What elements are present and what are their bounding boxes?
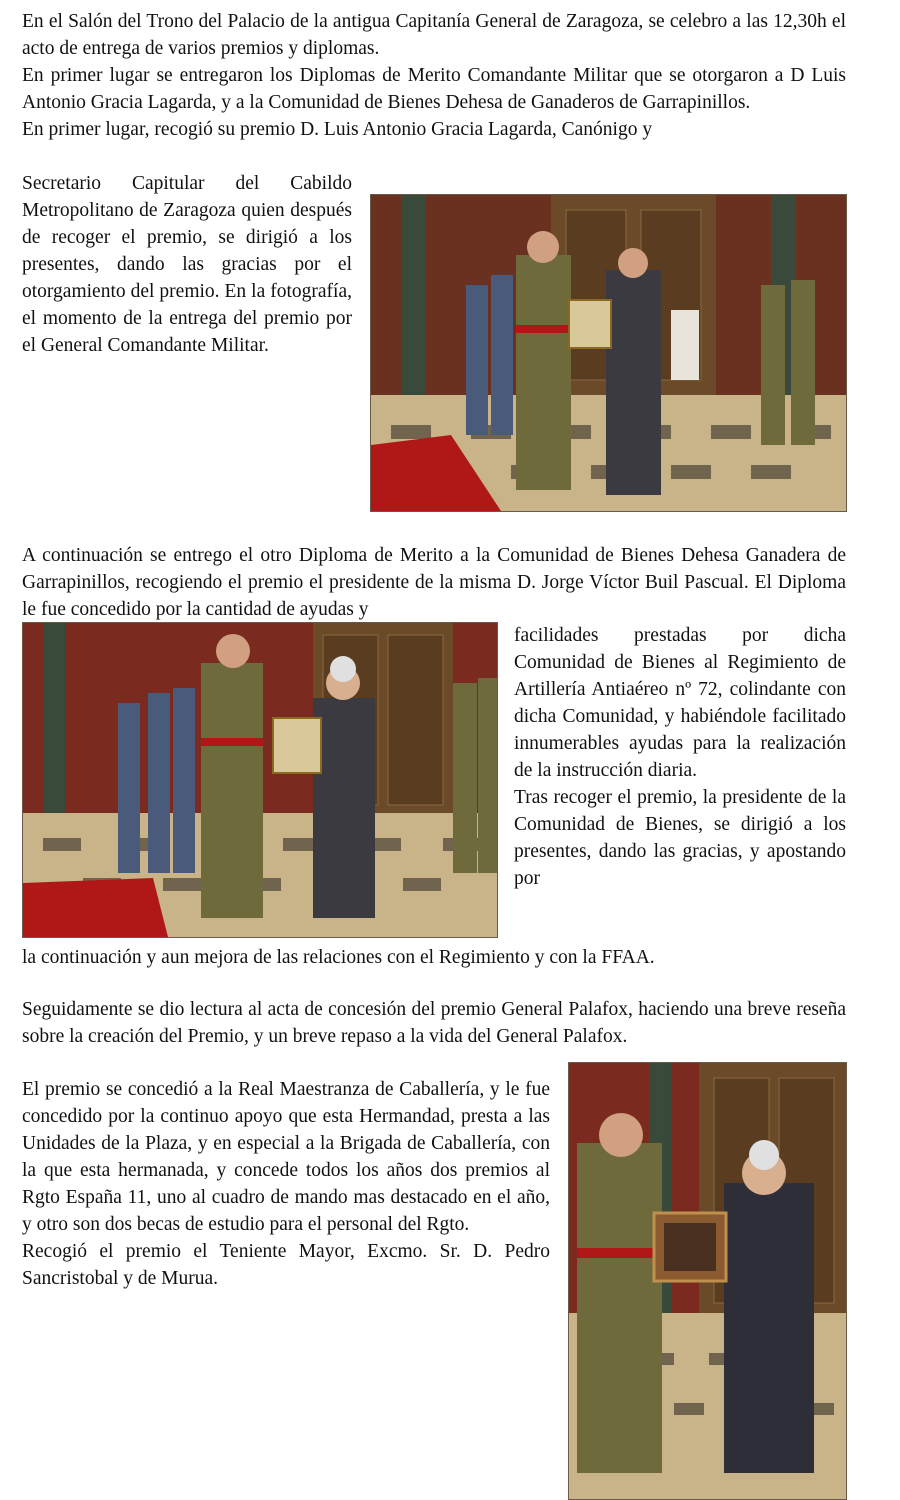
- paragraph-second-diploma-start: A continuación se entrego el otro Diploma de Merito a la Comunidad de Bienes Dehesa Ganadera de Garrapinillos, recogiendo el premio el presidente de la misma D. Jorge Víctor Buil Pascual. El Diploma le fue concedido por la cantidad de ayudas y: [22, 545, 846, 620]
- paragraph-second-diploma-cont: facilidades prestadas por dicha Comunidad de Bienes al Regimiento de Artillería Antiaéreo nº 72, colindante con dicha Comunidad, y habiéndole facilitado innumerables ayudas para la realización de la instrucción diaria.: [514, 625, 846, 781]
- paragraph-first-award-start: En primer lugar, recogió su premio D. Luis Antonio Gracia Lagarda, Canónigo y: [22, 119, 653, 140]
- paragraph-diplomas: En primer lugar se entregaron los Diplomas de Merito Comandante Militar que se otorgaron a D Luis Antonio Gracia Lagarda, y a la Comunidad de Bienes Dehesa de Ganaderos de Garrapinillos.: [22, 65, 846, 113]
- paragraph-first-award-cont: Secretario Capitular del Cabildo Metropolitano de Zaragoza quien después de recoger el premio, se dirigió a los presentes, dando las gracias por el otorgamiento del premio. En la fotografía, el momento de la entrega del premio por el General Comandante Militar.: [22, 173, 352, 356]
- section-2-end: [22, 944, 846, 971]
- paragraph-president-thanks-start: Tras recoger el premio, la presidente de la Comunidad de Bienes, se dirigió a los presentes, dando las gracias, y apostando por: [514, 787, 846, 889]
- section-3-wrap: [22, 1076, 550, 1292]
- section-1-intro: [22, 8, 846, 143]
- paragraph-ceremony-intro: En el Salón del Trono del Palacio de la antigua Capitanía General de Zaragoza, se celebro a las 12,30h el acto de entrega de varios premios y diplomas.: [22, 11, 846, 59]
- paragraph-palafox-recipient: Recogió el premio el Teniente Mayor, Excmo. Sr. D. Pedro Sancristobal y de Murua.: [22, 1241, 550, 1289]
- photo-award-palafox: [568, 1062, 847, 1500]
- photo-award-comunidad: [22, 622, 498, 938]
- photo-award-canon: [370, 194, 847, 512]
- section-2-wrap: [514, 622, 846, 892]
- section-1-wrap: [22, 170, 352, 359]
- paragraph-palafox-award: El premio se concedió a la Real Maestranza de Caballería, y le fue concedido por la continuo apoyo que esta Hermandad, presta a las Unidades de la Plaza, y en especial a la Brigada de Caballería, con la que esta hermanada, y concede todos los años dos premios al Rgto España 11, uno al cuadro de mando mas destacado en el año, y otro son dos becas de estudio para el personal del Rgto.: [22, 1079, 550, 1235]
- section-3-intro: [22, 996, 846, 1050]
- section-2-intro: [22, 542, 846, 623]
- paragraph-palafox-reading: Seguidamente se dio lectura al acta de concesión del premio General Palafox, haciendo una breve reseña sobre la creación del Premio, y un breve repaso a la vida del General Palafox.: [22, 999, 846, 1047]
- paragraph-president-thanks-end: la continuación y aun mejora de las relaciones con el Regimiento y con la FFAA.: [22, 947, 655, 968]
